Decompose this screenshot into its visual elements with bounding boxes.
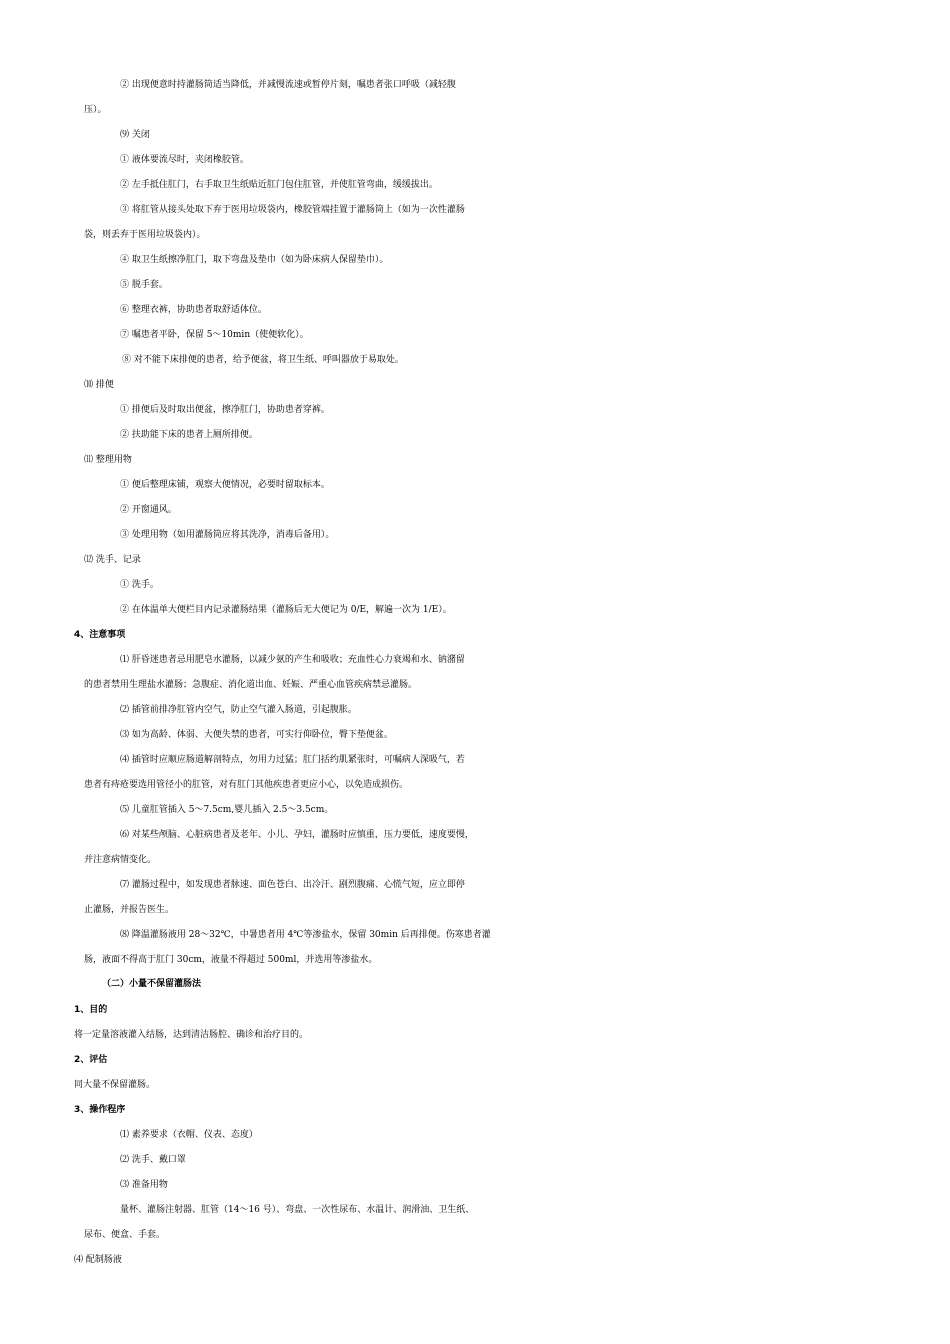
sub-heading: ⑽ 排便 (84, 380, 114, 390)
text-line: 压）。 (84, 105, 107, 115)
text-line: ① 排便后及时取出便盆，擦净肛门，协助患者穿裤。 (120, 405, 330, 415)
text-line: ⑦ 嘱患者平卧，保留 5～10min（使便软化）。 (120, 330, 309, 340)
text-line: ② 扶助能下床的患者上厕所排便。 (120, 430, 258, 440)
text-line: ⑶ 准备用物 (120, 1180, 168, 1190)
text-line: ① 洗手。 (120, 580, 159, 590)
text-line: 肠，液面不得高于肛门 30cm，液量不得超过 500ml，并选用等渗盐水。 (84, 955, 378, 965)
text-line: ⑺ 灌肠过程中，如发现患者脉速、面色苍白、出冷汗、剧烈腹痛、心慌气短，应立即停 (120, 880, 465, 890)
text-line: ③ 将肛管从接头处取下弃于医用垃圾袋内，橡胶管端挂置于灌肠筒上（如为一次性灌肠 (120, 205, 465, 215)
text-line: 量杯、灌肠注射器、肛管（14～16 号）、弯盘、一次性尿布、水温计、润滑油、卫生纸、 (120, 1205, 475, 1215)
section-title: （二）小量不保留灌肠法 (102, 979, 202, 989)
text-line: ⑴ 肝昏迷患者忌用肥皂水灌肠，以减少氨的产生和吸收；充血性心力衰竭和水、钠潴留 (120, 655, 465, 665)
text-line: ⑸ 儿童肛管插入 5～7.5cm,婴儿插入 2.5～3.5cm。 (120, 805, 334, 815)
section-heading: 2、评估 (74, 1055, 108, 1065)
section-heading: 3、操作程序 (74, 1105, 126, 1115)
section-heading: 4、注意事项 (74, 630, 126, 640)
text-line: 尿布、便盒、手套。 (84, 1230, 166, 1240)
text-line: 同大量不保留灌肠。 (74, 1080, 156, 1090)
text-line: ⑥ 整理衣裤，协助患者取舒适体位。 (120, 305, 267, 315)
text-line: ② 出现便意时持灌肠筒适当降低，并减慢流速或暂停片刻，嘱患者张口呼吸（减轻腹 (120, 80, 456, 90)
sub-heading: ⑿ 洗手、记录 (84, 555, 141, 565)
text-line: ① 便后整理床铺，观察大便情况，必要时留取标本。 (120, 480, 330, 490)
text-line: ⑹ 对某些颅脑、心脏病患者及老年、小儿、孕妇，灌肠时应慎重，压力要低，速度要慢， (120, 830, 474, 840)
text-line: ⑤ 脱手套。 (120, 280, 168, 290)
sub-heading: ⑼ 关闭 (120, 130, 150, 140)
text-line: ④ 取卫生纸擦净肛门，取下弯盘及垫巾（如为卧床病人保留垫巾）。 (120, 255, 389, 265)
text-line: 并注意病情变化。 (84, 855, 157, 865)
text-line: ⑻ 降温灌肠液用 28～32℃，中暑患者用 4℃等渗盐水，保留 30min 后再排便。伤寒患者灌 (120, 930, 491, 940)
sub-heading: ⑾ 整理用物 (84, 455, 132, 465)
text-line: ① 液体要流尽时，夹闭橡胶管。 (120, 155, 249, 165)
text-line: 止灌肠，并报告医生。 (84, 905, 175, 915)
section-heading: 1、目的 (74, 1005, 108, 1015)
text-line: ⑴ 素养要求（衣帽、仪表、态度） (120, 1130, 258, 1140)
text-line: ② 左手抵住肛门，右手取卫生纸贴近肛门包住肛管，并使肛管弯曲，缓缓拔出。 (120, 180, 438, 190)
text-line: 的患者禁用生理盐水灌肠；急腹症、消化道出血、妊娠、严重心血管疾病禁忌灌肠。 (84, 680, 418, 690)
text-line: 将一定量溶液灌入结肠，达到清洁肠腔、确诊和治疗目的。 (74, 1030, 309, 1040)
text-line: ⑧ 对不能下床排便的患者，给予便盆，将卫生纸、呼叫器放于易取处。 (122, 355, 404, 365)
text-line: 袋，则丢弃于医用垃圾袋内）。 (84, 230, 206, 240)
text-line: ⑶ 如为高龄、体弱、大便失禁的患者，可实行仰卧位，臀下垫便盆。 (120, 730, 393, 740)
text-line: 患者有痔疮要选用管径小的肛管，对有肛门其他疾患者更应小心，以免造成损伤。 (84, 780, 409, 790)
text-line: ② 在体温单大便栏目内记录灌肠结果（灌肠后无大便记为 0/E，解遍一次为 1/E）。 (120, 605, 452, 615)
text-line: ⑵ 插管前排净肛管内空气，防止空气灌入肠道，引起腹胀。 (120, 705, 357, 715)
text-line: ⑷ 插管时应顺应肠道解剖特点，勿用力过猛；肛门括约肌紧张时，可嘱病人深吸气，若 (120, 755, 465, 765)
text-line: ② 开窗通风。 (120, 505, 177, 515)
text-line: ③ 处理用物（如用灌肠筒应将其洗净，消毒后备用）。 (120, 530, 335, 540)
text-line: ⑵ 洗手、戴口罩 (120, 1155, 186, 1165)
sub-heading: ⑷ 配制肠液 (74, 1255, 122, 1265)
